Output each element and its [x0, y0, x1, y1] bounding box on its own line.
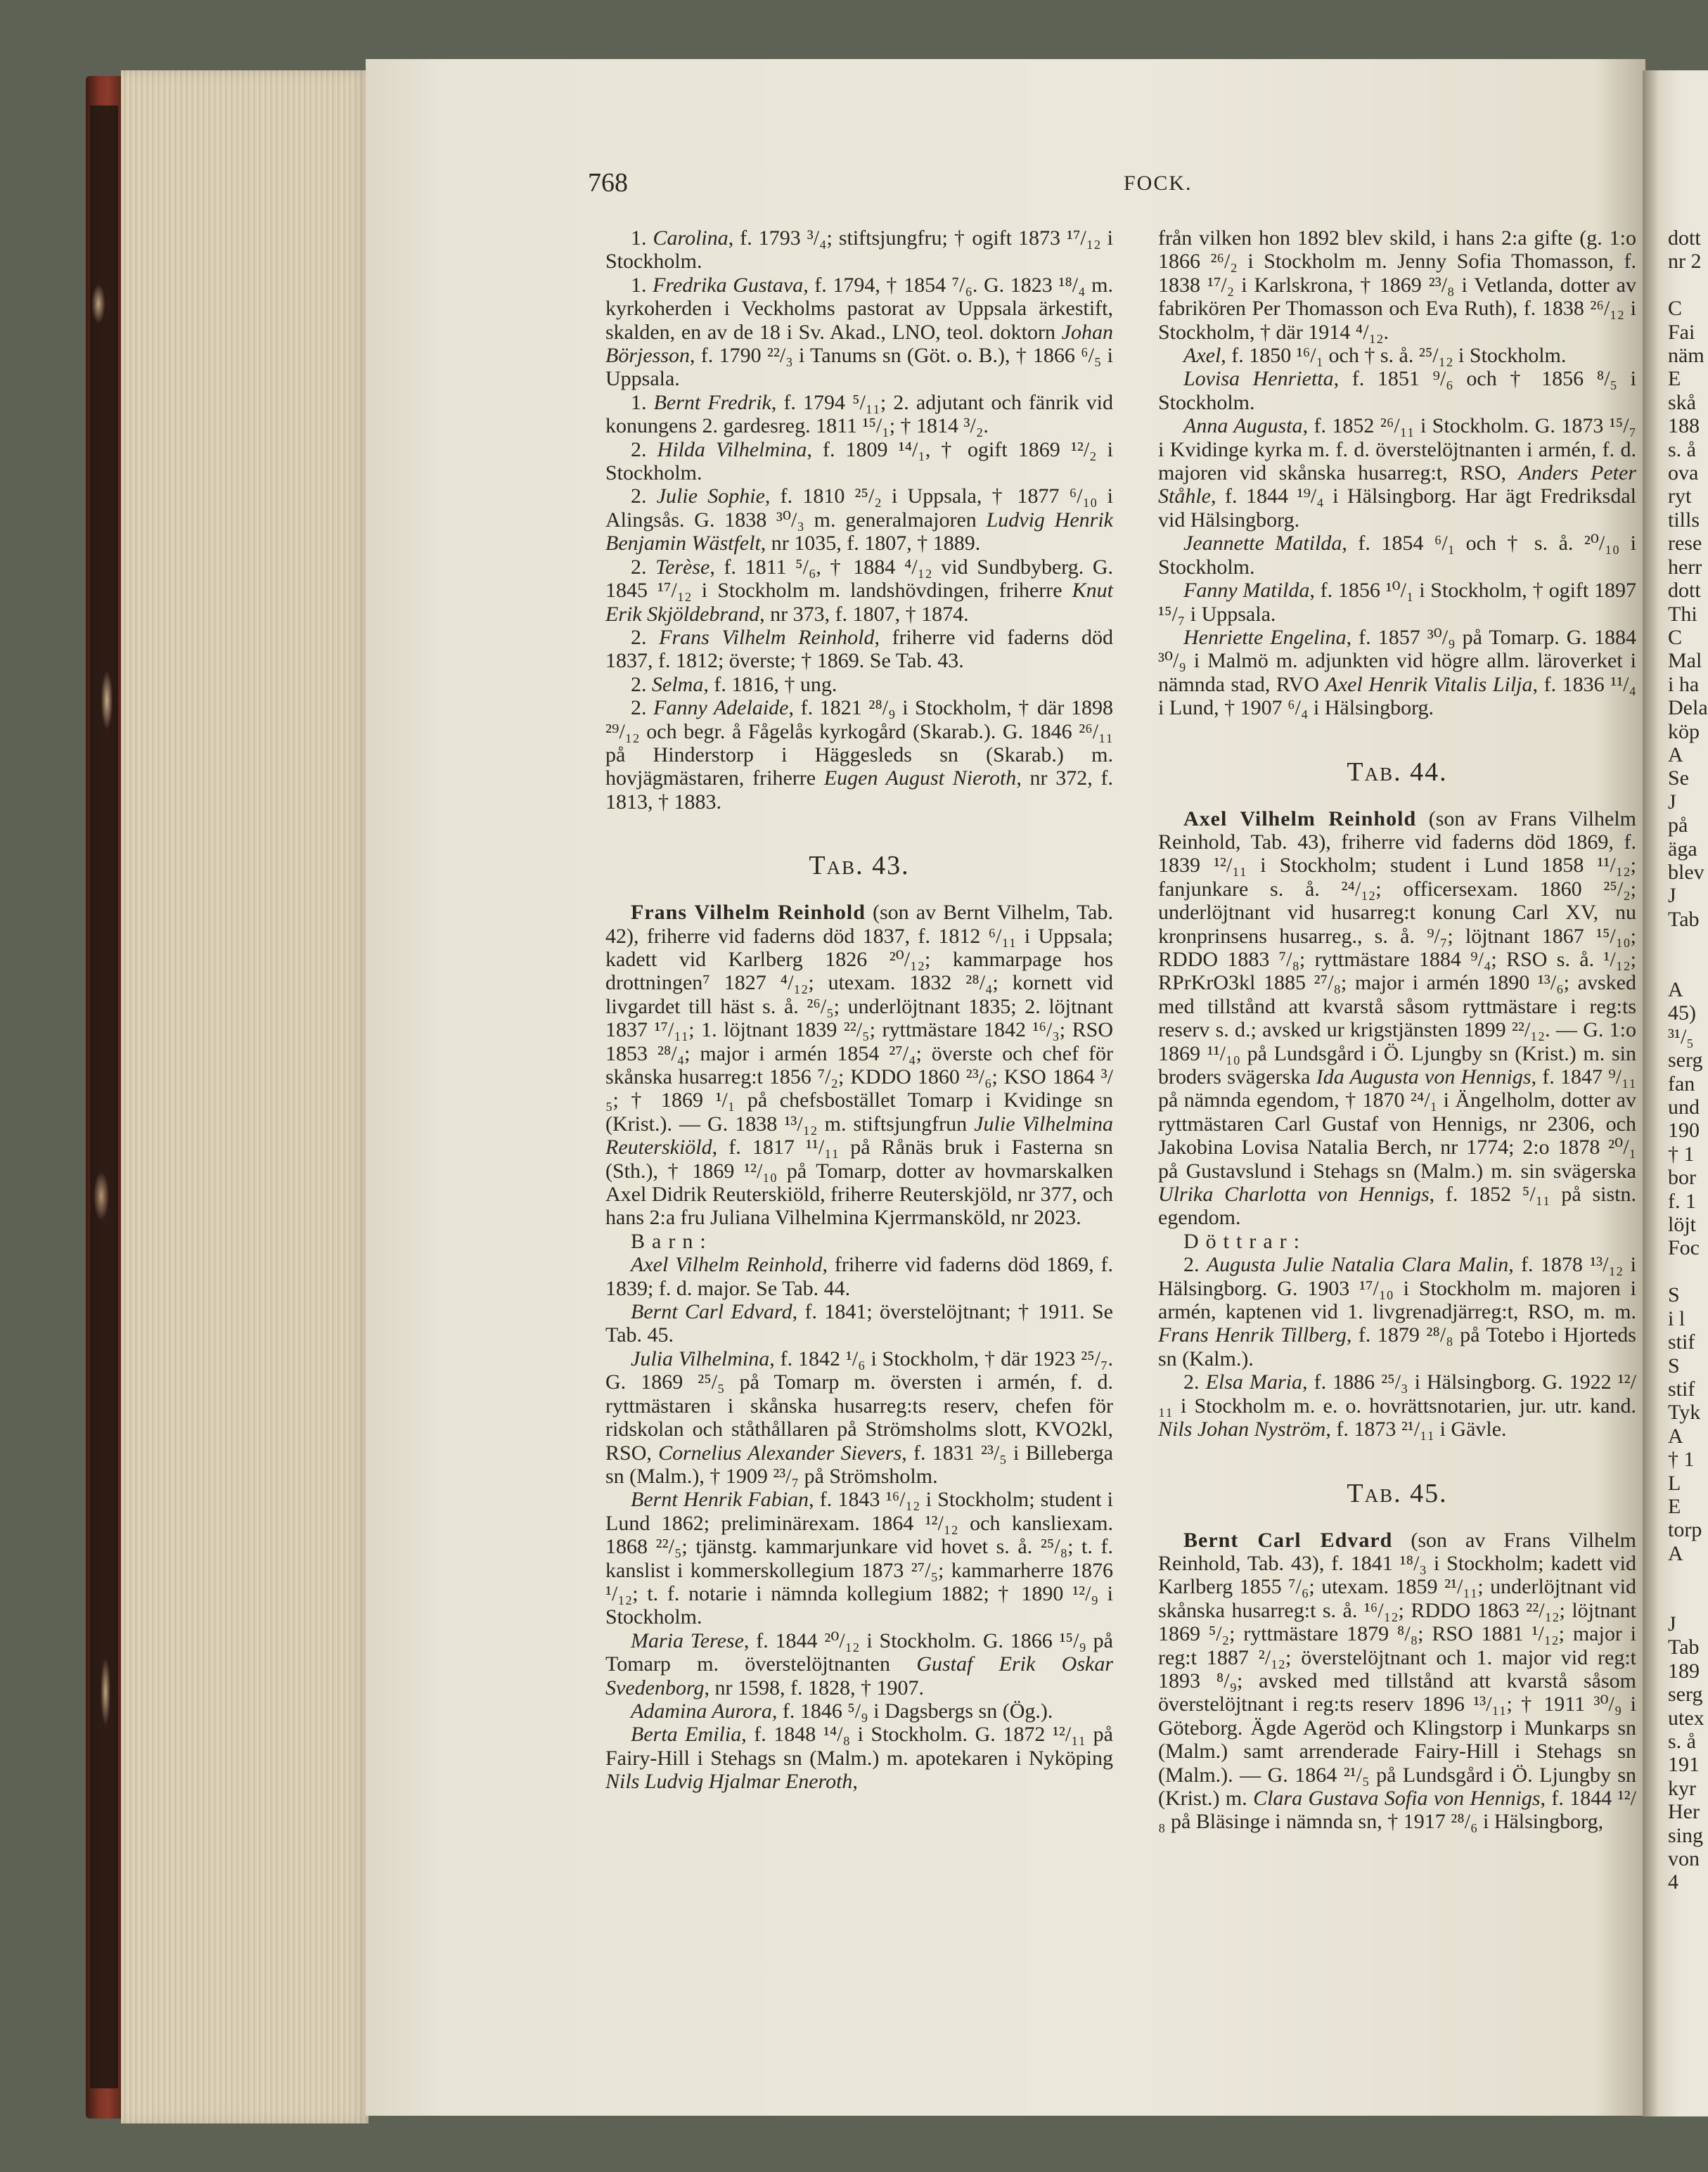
entry-text: , f. 1847 ⁹/₁₁ på nämnda egendom, † 1870 ²⁴/₁ i Ängelholm, dotter av ryttmästaren Carl Gustaf von Hennigs, nr 2306, och Jakobina Lovisa Natalia Berch, nr 1774; 2:o 1878 ²⁰/₁ på Gustavslund i Stehags sn (Malm.) m. sin svägerska	[1158, 1065, 1637, 1183]
fragment-line: C	[1668, 297, 1683, 321]
entry-text: , f. 1843 ¹⁶/₁₂ i Stockholm; student i Lund 1862; preliminärexam. 1864 ¹²/₁₂ och kansliexam. 1868 ²²/₅; tjänstg. kammarjunkare vid hovet s. å. ²⁵/₈; t. f. kanslist i kommerskollegium 1873 ²⁷/₅; kammarherre 1876 ¹/₁₂; t. f. notarie i nämnda kollegium 1882; † 1890 ¹²/₉ i Stockholm.	[605, 1488, 1113, 1629]
person-name: Axel Vilhelm Reinhold	[631, 1253, 823, 1277]
page-edges	[121, 70, 368, 2123]
entry-text: 2.	[631, 625, 660, 649]
entry-text: , f. 1854 ⁶/₁ och † s. å. ²⁰/₁₀ i Stockholm.	[1158, 532, 1636, 579]
table-heading: Tab. 43.	[809, 851, 910, 881]
entry-text: , f. 1856 ¹⁰/₁ i Stockholm, † ogift 1897 ¹⁵/₇ i Uppsala.	[1158, 579, 1636, 626]
fragment-line: bor	[1668, 1166, 1696, 1190]
entry-text: , f. 1844 ²⁰/₁₂ i Stockholm. G. 1866 ¹⁵/₉ på Tomarp m. överstelöjtnanten	[605, 1628, 1113, 1676]
person-name: Fanny Matilda	[1183, 579, 1310, 603]
fragment-line: ³¹/₅	[1668, 1024, 1694, 1048]
fragment-line: serg	[1668, 1048, 1703, 1072]
entry-paragraph	[605, 438, 1113, 485]
fragment-line: f. 1	[1668, 1189, 1696, 1213]
entry-paragraph	[605, 226, 1113, 274]
entry-paragraph	[1158, 626, 1636, 720]
fragment-line: J	[1668, 790, 1676, 814]
fragment-line: skå	[1668, 390, 1696, 414]
fragment-line: äga	[1668, 837, 1697, 861]
person-name: Berta Emilia	[631, 1723, 742, 1747]
fragment-line: Mal	[1668, 649, 1702, 673]
person-name: Anna Augusta	[1183, 414, 1303, 438]
fragment-line: kyr	[1668, 1776, 1696, 1800]
fragment-line: von	[1668, 1847, 1700, 1871]
person-name: Augusta Julie Natalia Clara Malin	[1206, 1253, 1509, 1277]
person-name: Nils Johan Nyström	[1158, 1418, 1326, 1441]
entry-text: , f. 1878 ¹³/₁₂ i Hälsingborg. G. 1903 ¹⁷/₁₀ i Stockholm m. majoren i armén, kaptenen vid 1. livgrenadjärreg:t, RSO, m. m.	[1158, 1253, 1636, 1324]
fragment-line: J	[1668, 1612, 1676, 1636]
fragment-line: näm	[1668, 344, 1704, 368]
entry-text: , nr 1035, f. 1807, † 1889.	[760, 532, 981, 555]
fragment-line: stif	[1668, 1330, 1695, 1354]
fragment-line	[1668, 1260, 1708, 1283]
fragment-line: 188	[1668, 414, 1700, 438]
left-column	[605, 226, 1113, 1794]
entry-text: , f. 1811 ⁵/₆, † 1884 ⁴/₁₂ vid Sundbyberg. G. 1845 ¹⁷/₁₂ i Stockholm m. landshövdingen, friherre	[605, 555, 1114, 603]
fragment-line	[1668, 1589, 1708, 1612]
fragment-line: tills	[1668, 508, 1700, 532]
entry-text: , f. 1794 ⁵/₁₁; 2. adjutant och fänrik vid konungens 2. gardesreg. 1811 ¹⁵/₁; † 1814 ³/₂.	[605, 390, 1113, 438]
entry-paragraph	[1158, 344, 1636, 367]
section-label: Barn:	[631, 1229, 713, 1253]
entry-text: , f. 1810 ²⁵/₂ i Uppsala, † 1877 ⁶/₁₀ i Alingsås. G. 1838 ³⁰/₃ m. generalmajoren	[605, 484, 1113, 532]
fragment-line: S	[1668, 1283, 1680, 1307]
fragment-line: Tab	[1668, 1636, 1700, 1659]
fragment-line: 189	[1668, 1659, 1700, 1683]
fragment-line: fan	[1668, 1072, 1695, 1095]
right-column	[1158, 226, 1636, 1834]
person-name: Knut Erik Skjöldebrand	[605, 579, 1113, 626]
fragment-line: stif	[1668, 1377, 1695, 1401]
entry-text: (son av Frans Vilhelm Reinhold, Tab. 43), f. 1841 ¹⁸/₃ i Stockholm; kadett vid Karlberg 1855 ⁷/₆; utexam. 1859 ²¹/₁₁; underlöjtnant vid skånska husarreg:t s. å. ¹⁶/₁₂; RDDO 1863 ²²/₁₂; löjtnant 1869 ⁵/₂; ryttmästare 1879 ⁸/₈; RSO 1881 ¹/₁₂; major i reg:t 1887 ²/₁₂; överstelöjtnant och 1. major vid reg:t 1893 ⁸/₉; avsked med tillstånd att kvarstå såsom överstelöjtnant i reg:ts reserv 1896 ¹³/₁₁; † 1911 ³⁰/₉ i Göteborg. Ägde Ageröd och Klingstorp i Munkarps sn (Malm.) samt arrenderade Fairy-Hill i Stehags sn (Malm.). — G. 1864 ²¹/₅ på Lundsgård i Ö. Ljungby sn (Krist.) m.	[1158, 1528, 1636, 1810]
entry-text: , f. 1793 ³/₄; stiftsjungfru; † ogift 1873 ¹⁷/₁₂ i Stockholm.	[605, 226, 1114, 274]
entry-text: 1.	[631, 226, 653, 250]
entry-paragraph	[605, 1723, 1113, 1793]
entry-text: , f. 1790 ²²/₃ i Tanums sn (Göt. o. B.), † 1866 ⁶/₅ i Uppsala.	[605, 344, 1113, 391]
entry-text: , f. 1852 ⁵/₁₁ på sistn. egendom.	[1158, 1183, 1636, 1230]
fragment-line: † 1	[1668, 1448, 1695, 1472]
entry-text: , friherre vid faderns död 1869, f. 1839; f. d. major. Se Tab. 44.	[605, 1253, 1114, 1300]
entry-title-name: Frans Vilhelm Reinhold	[631, 901, 866, 925]
fragment-line: 4	[1668, 1870, 1678, 1894]
entry-text: , f. 1794, † 1854 ⁷/₆. G. 1823 ¹⁸/₄ m. kyrkoherden i Veckholms pastorat av Uppsala ärkestift, skalden, en av de 18 i Sv. Akad., LNO, teol. doktorn	[605, 273, 1114, 344]
fragment-line: herr	[1668, 555, 1702, 579]
entry-title-name: Axel Vilhelm Reinhold	[1183, 807, 1417, 830]
person-name: Fanny Adelaide	[653, 696, 789, 720]
person-name: Fredrika Gustava	[653, 273, 804, 297]
fragment-line: dott	[1668, 579, 1701, 603]
fragment-line: i ha	[1668, 672, 1700, 696]
entry-text: 2.	[631, 672, 652, 696]
person-name: Axel Henrik Vitalis Lilja	[1325, 672, 1533, 696]
fragment-line: Fai	[1668, 320, 1695, 344]
entry-text: , f. 1850 ¹⁶/₁ och † s. å. ²⁵/₁₂ i Stockholm.	[1221, 344, 1567, 368]
entry-text: , f. 1809 ¹⁴/₁, † ogift 1869 ¹²/₂ i Stockholm.	[605, 437, 1114, 485]
entry-text: , f. 1821 ²⁸/₉ i Stockholm, † där 1898 ²⁹/₁₂ och begr. å Fågelås kyrkogård (Skarab.). G. 1846 ²⁶/₁₁ på Hinderstorp i Häggesleds sn (Skarab.) m. hovjägmästaren, friherre	[605, 696, 1113, 790]
entry-text: 2.	[1183, 1253, 1207, 1277]
entry-text: ,	[852, 1770, 858, 1794]
entry-text: , f. 1817 ¹¹/₁₁ på Rånäs bruk i Fasterna sn (Sth.), † 1869 ¹²/₁₀ på Tomarp, dotter av hovmarskalken Axel Didrik Reuterskiöld, friherre Reuterskjöld, nr 377, och hans 2:a fru Juliana Vilhelmina Kjerrmansköld, nr 2023.	[605, 1136, 1113, 1230]
person-name: Hilda Vilhelmina	[657, 437, 807, 461]
entry-paragraph	[1158, 579, 1636, 626]
entry-paragraph	[1158, 226, 1636, 344]
person-name: Adamina Aurora	[631, 1699, 772, 1723]
fragment-line: torp	[1668, 1518, 1702, 1542]
fragment-line: A	[1668, 978, 1683, 1001]
entry-paragraph	[1158, 532, 1636, 579]
entry-paragraph	[605, 391, 1113, 438]
entry-text: , f. 1852 ²⁶/₁₁ i Stockholm. G. 1873 ¹⁵/₇ i Kvidinge kyrka m. f. d. överstelöjtnanten i armén, f. d. majoren vid skånska husarreg:t, RSO,	[1158, 414, 1636, 485]
entry-text: 1.	[631, 273, 653, 297]
fragment-line: s. å	[1668, 437, 1696, 461]
entry-text: 1.	[631, 390, 654, 414]
running-head: FOCK.	[1124, 172, 1193, 195]
fragment-line: Se	[1668, 766, 1689, 790]
person-name: Ludvig Henrik Benjamin Wästfelt	[605, 508, 1113, 555]
person-name: Elsa Maria	[1205, 1370, 1303, 1394]
entry-text: , nr 373, f. 1807, † 1874.	[759, 602, 969, 626]
entry-paragraph	[605, 901, 1113, 1230]
person-name: Axel	[1183, 344, 1221, 368]
person-name: Lovisa Henrietta	[1183, 367, 1334, 391]
fragment-line: 45)	[1668, 1001, 1696, 1025]
person-name: Ida Augusta von Hennigs	[1316, 1065, 1532, 1088]
entry-text: , f. 1848 ¹⁴/₈ i Stockholm. G. 1872 ¹²/₁₁ på Fairy-Hill i Stehags sn (Malm.) m. apotekaren i Nyköping	[605, 1723, 1113, 1770]
fragment-line: Her	[1668, 1800, 1700, 1824]
person-name: Anders Peter Ståhle	[1158, 461, 1636, 508]
entry-text: , f. 1886 ²⁵/₃ i Hälsingborg. G. 1922 ¹²/₁₁ i Stockholm m. e. o. hovrättsnotarien, jur. utr. kand.	[1158, 1370, 1636, 1418]
entry-text: , f. 1831 ²³/₅ i Billeberga sn (Malm.), † 1909 ²³/₇ på Strömsholm.	[605, 1441, 1113, 1488]
fragment-line: sing	[1668, 1823, 1704, 1847]
fragment-line: A	[1668, 743, 1683, 766]
entry-paragraph	[605, 673, 1113, 696]
person-name: Johan Börjesson	[605, 320, 1113, 368]
entry-text: 2.	[631, 484, 657, 508]
fragment-line: 191	[1668, 1753, 1700, 1777]
fragment-line	[1668, 274, 1708, 297]
fragment-line	[1668, 955, 1708, 978]
fragment-line: E	[1668, 367, 1681, 391]
fragment-line: E	[1668, 1494, 1681, 1518]
fragment-line: Tyk	[1668, 1401, 1701, 1425]
entry-paragraph	[1158, 1370, 1636, 1441]
fragment-line: Thi	[1668, 602, 1697, 626]
fragment-line: på	[1668, 814, 1688, 837]
entry-text: 2.	[1183, 1370, 1206, 1394]
entry-paragraph	[605, 484, 1113, 555]
fragment-line	[1668, 1565, 1708, 1588]
person-name: Bernt Carl Edvard	[631, 1300, 792, 1324]
person-name: Frans Henrik Tillberg	[1158, 1323, 1347, 1347]
table-heading: Tab. 44.	[1347, 757, 1448, 787]
entry-text: (son av Bernt Vilhelm, Tab. 42), friherre vid faderns död 1837, f. 1812 ⁶/₁₁ i Uppsala; kadett vid Karlberg 1826 ²⁰/₁₂; kammarpage hos drottningen⁷ 1827 ⁴/₁₂; utexam. 1832 ²⁸/₄; kornett vid livgardet till häst s. å. ²⁶/₅; underlöjtnant 1835; 2. löjtnant 1837 ¹⁷/₁₁; 1. löjtnant 1839 ²²/₅; ryttmästare 1842 ¹⁶/₃; RSO 1853 ²⁸/₄; major i armén 1854 ²⁷/₄; överste och chef för skånska husarreg:t 1856 ⁷/₂; KDDO 1860 ²³/₆; KSO 1864 ³/₅; † 1869 ¹/₁ på chefsbostället Tomarp i Kvidinge sn (Krist.). — G. 1838 ¹³/₁₂ m. stiftsjungfrun	[605, 901, 1113, 1136]
person-name: Carolina	[653, 226, 728, 250]
entry-paragraph	[605, 555, 1113, 626]
fragment-line: 190	[1668, 1119, 1700, 1143]
person-name: Bernt Henrik Fabian	[631, 1488, 809, 1512]
entry-paragraph	[605, 1300, 1113, 1347]
entry-text: 2.	[631, 555, 656, 579]
fragment-line: S	[1668, 1354, 1680, 1377]
fragment-line: löjt	[1668, 1213, 1697, 1237]
entry-paragraph	[605, 1629, 1113, 1699]
fragment-line: J	[1668, 884, 1676, 908]
fragment-line: dott	[1668, 226, 1701, 250]
person-name: Selma	[652, 672, 704, 696]
person-name: Maria Terese	[631, 1628, 744, 1652]
table-heading: Tab. 45.	[1347, 1478, 1448, 1508]
fragment-line: † 1	[1668, 1142, 1695, 1166]
fragment-line: rese	[1668, 532, 1702, 555]
person-name: Henriette Engelina	[1183, 625, 1347, 649]
fragment-line: Tab	[1668, 907, 1700, 931]
fragment-line: nr 2	[1668, 250, 1702, 274]
fragment-line: A	[1668, 1424, 1683, 1448]
fragment-line: L	[1668, 1471, 1681, 1495]
entry-text: , f. 1816, † ung.	[703, 672, 837, 696]
fragment-line: i l	[1668, 1306, 1685, 1330]
entry-text: , f. 1841; överstelöjtnant; † 1911. Se Tab. 45.	[605, 1300, 1113, 1347]
fragment-line: köp	[1668, 719, 1700, 743]
fragment-line: und	[1668, 1095, 1700, 1119]
person-name: Eugen August Nieroth	[823, 766, 1017, 790]
fragment-line: Foc	[1668, 1236, 1700, 1260]
entry-paragraph	[605, 626, 1113, 673]
entry-text: 2.	[631, 437, 657, 461]
entry-text: 2.	[631, 696, 654, 720]
entry-text: , f. 1844 ¹²/₈ på Bläsinge i nämnda sn, † 1917 ²⁸/₆ i Hälsingborg,	[1158, 1786, 1636, 1834]
entry-text: , f. 1879 ²⁸/₈ på Totebo i Hjorteds sn (Kalm.).	[1158, 1323, 1636, 1370]
entry-text: , nr 1598, f. 1828, † 1907.	[704, 1676, 924, 1699]
person-name: Cornelius Alexander Sievers	[658, 1441, 902, 1465]
entry-paragraph	[1158, 1529, 1636, 1834]
entry-text: , f. 1842 ¹/₆ i Stockholm, † där 1923 ²⁵/₇. G. 1869 ²⁵/₅ på Tomarp m. översten i armén, f. d. ryttmästaren i skånska husarreg:ts reserv, chefen för ridskolan och ståthållaren på Strömsholms slott, KVO2kl, RSO,	[605, 1347, 1114, 1465]
entry-paragraph	[1158, 367, 1636, 414]
entry-paragraph	[605, 1699, 1113, 1723]
next-page-fragments	[1668, 226, 1708, 1894]
entry-paragraph	[605, 696, 1113, 814]
fragment-line: ova	[1668, 461, 1699, 485]
person-name: Gustaf Erik Oskar Svedenborg	[605, 1652, 1113, 1699]
person-name: Terèse	[655, 555, 710, 579]
fragment-line: serg	[1668, 1683, 1703, 1707]
entry-paragraph	[605, 1253, 1113, 1300]
person-name: Nils Ludvig Hjalmar Eneroth	[605, 1770, 853, 1794]
person-name: Julie Vilhelmina Reuterskiöld	[605, 1112, 1113, 1159]
person-name: Bernt Fredrik	[653, 390, 771, 414]
entry-text: , f. 1873 ²¹/₁₁ i Gävle.	[1325, 1418, 1507, 1441]
fragment-line: utex	[1668, 1706, 1704, 1730]
person-name: Julie Sophie	[656, 484, 765, 508]
fragment-line: s. å	[1668, 1730, 1696, 1753]
person-name: Julia Vilhelmina	[631, 1347, 770, 1370]
fragment-line: C	[1668, 625, 1683, 649]
entry-paragraph	[1158, 414, 1636, 532]
person-name: Ulrika Charlotta von Hennigs	[1158, 1183, 1430, 1207]
entry-text: , friherre vid faderns död 1837, f. 1812; överste; † 1869. Se Tab. 43.	[605, 625, 1113, 673]
entry-text: , f. 1851 ⁹/₆ och † 1856 ⁸/₅ i Stockholm.	[1158, 367, 1636, 414]
fragment-line	[1668, 931, 1708, 954]
entry-title-name: Bernt Carl Edvard	[1183, 1528, 1393, 1552]
person-name: Jeannette Matilda	[1183, 532, 1342, 555]
page-number: 768	[588, 168, 628, 198]
entry-paragraph	[1158, 1253, 1636, 1370]
fragment-line: Dela	[1668, 696, 1708, 720]
entry-text: , f. 1846 ⁵/₉ i Dagsbergs sn (Ög.).	[771, 1699, 1053, 1723]
entry-paragraph	[1158, 807, 1636, 1230]
entry-text: , nr 372, f. 1813, † 1883.	[605, 766, 1114, 814]
marbled-edge	[90, 105, 118, 2088]
entry-text: , f. 1836 ¹¹/₄ i Lund, † 1907 ⁶/₄ i Hälsingborg.	[1158, 672, 1636, 720]
person-name: Clara Gustava Sofia von Hennigs	[1253, 1786, 1541, 1810]
fragment-line: ryt	[1668, 484, 1692, 508]
entry-text: , f. 1857 ³⁰/₉ på Tomarp. G. 1884 ³⁰/₉ i Malmö m. adjunkten vid högre allm. läroverket i nämnda stad, RVO	[1158, 625, 1636, 696]
entry-paragraph	[605, 1488, 1113, 1628]
entry-text: (son av Frans Vilhelm Reinhold, Tab. 43), friherre vid faderns död 1869, f. 1839 ¹²/₁₁ i Stockholm; student i Lund 1858 ¹¹/₁₂; fanjunkare s. å. ²⁴/₁₂; officersexam. 1860 ²⁵/₂; underlöjtnant vid husarreg:t konung Carl XV, nu kronprinsens husarreg., s. å. ⁹/₇; löjtnant 1867 ¹⁵/₁₀; RDDO 1883 ⁷/₈; ryttmästare 1884 ⁹/₄; RSO s. å. ¹/₁₂; RPrKrO3kl 1885 ²⁷/₈; major i armén 1890 ¹³/₆; avsked med tillstånd att kvarstå såsom ryttmästare i reg:ts reserv s. d.; avsked ur krigstjänsten 1899 ²²/₁₂. — G. 1:o 1869 ¹¹/₁₀ på Lundsgård i Ö. Ljungby sn (Krist.) m. sin broders svägerska	[1158, 807, 1636, 1088]
section-label: Döttrar:	[1183, 1229, 1306, 1253]
fragment-line: blev	[1668, 860, 1704, 884]
entry-text: , f. 1844 ¹⁹/₄ i Hälsingborg. Har ägt Fredriksdal vid Hälsingborg.	[1158, 484, 1636, 532]
entry-paragraph	[605, 274, 1113, 391]
entry-paragraph	[605, 1347, 1113, 1488]
person-name: Frans Vilhelm Reinhold	[659, 625, 875, 649]
entry-text: från vilken hon 1892 blev skild, i hans 2:a gifte (g. 1:o 1866 ²⁶/₂ i Stockholm m. Jenny Sofia Thomasson, f. 1838 ¹⁷/₂ i Karlskrona, † 1869 ²³/₈ i Vetlanda, dotter av fabrikören Per Thomasson och Eva Ruth), f. 1838 ²⁶/₁₂ i Stockholm, † där 1914 ⁴/₁₂.	[1158, 226, 1636, 344]
fragment-line: A	[1668, 1541, 1683, 1565]
